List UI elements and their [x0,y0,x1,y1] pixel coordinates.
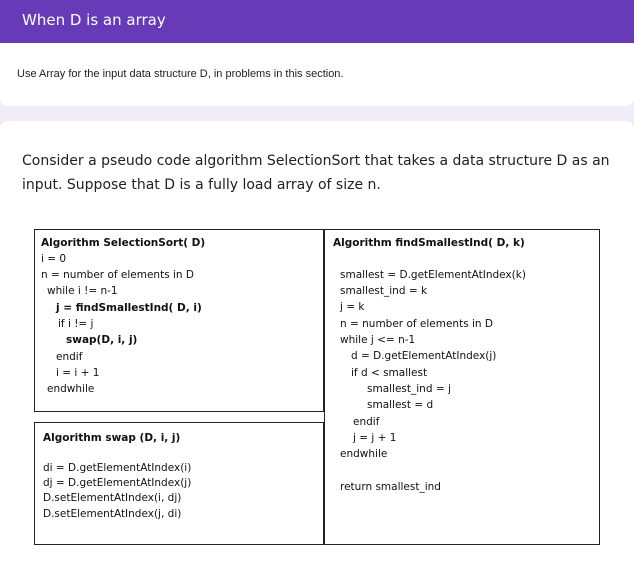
code-line: if i != j [58,318,94,330]
code-line: if d < smallest [351,367,428,379]
question-text: Consider a pseudo code algorithm SelectionSort that takes a data structure D as an input. Suppose that D is a fully load array of size n. [22,153,610,193]
code-line: smallest_ind = j [367,383,451,395]
code-line: j = k [340,301,365,313]
code-line: n = number of elements in D [41,269,195,281]
swap-box [34,422,324,545]
code-line: smallest = d [367,399,434,411]
selection-sort-box [34,229,324,412]
code-line: dj = D.getElementAtIndex(j) [43,477,192,489]
code-line: di = D.getElementAtIndex(i) [43,462,192,474]
code-line: while i != n-1 [47,285,118,297]
section-header [0,0,634,43]
find-smallest-title: Algorithm findSmallestInd( D, k) [333,237,525,249]
pseudo-code-figure [29,216,609,556]
code-line: smallest_ind = k [340,285,428,297]
code-line: endif [353,416,380,428]
code-line: d = D.getElementAtIndex(j) [351,350,497,362]
code-line: while j <= n-1 [340,334,416,346]
code-line: endwhile [47,383,95,395]
code-line: return smallest_ind [340,481,441,493]
code-line: endif [56,351,83,363]
code-line: i = 0 [41,253,67,265]
selection-sort-title: Algorithm SelectionSort( D) [41,237,206,249]
code-line: j = findSmallestInd( D, i) [56,302,202,314]
swap-title: Algorithm swap (D, i, j) [43,432,181,444]
code-line: swap(D, i, j) [66,334,138,346]
code-line: i = i + 1 [56,367,100,379]
code-line: endwhile [340,448,388,460]
code-line: smallest = D.getElementAtIndex(k) [340,269,526,281]
code-line: D.setElementAtIndex(j, di) [43,508,182,520]
section-title: When D is an array [22,11,166,29]
code-line: n = number of elements in D [340,318,494,330]
find-smallest-box [324,229,600,545]
code-line: j = j + 1 [353,432,397,444]
section-description-text: Use Array for the input data structure D, in problems in this section. [17,68,344,80]
section-description [0,43,634,106]
question-card [0,121,634,579]
code-line: D.setElementAtIndex(i, dj) [43,492,182,504]
